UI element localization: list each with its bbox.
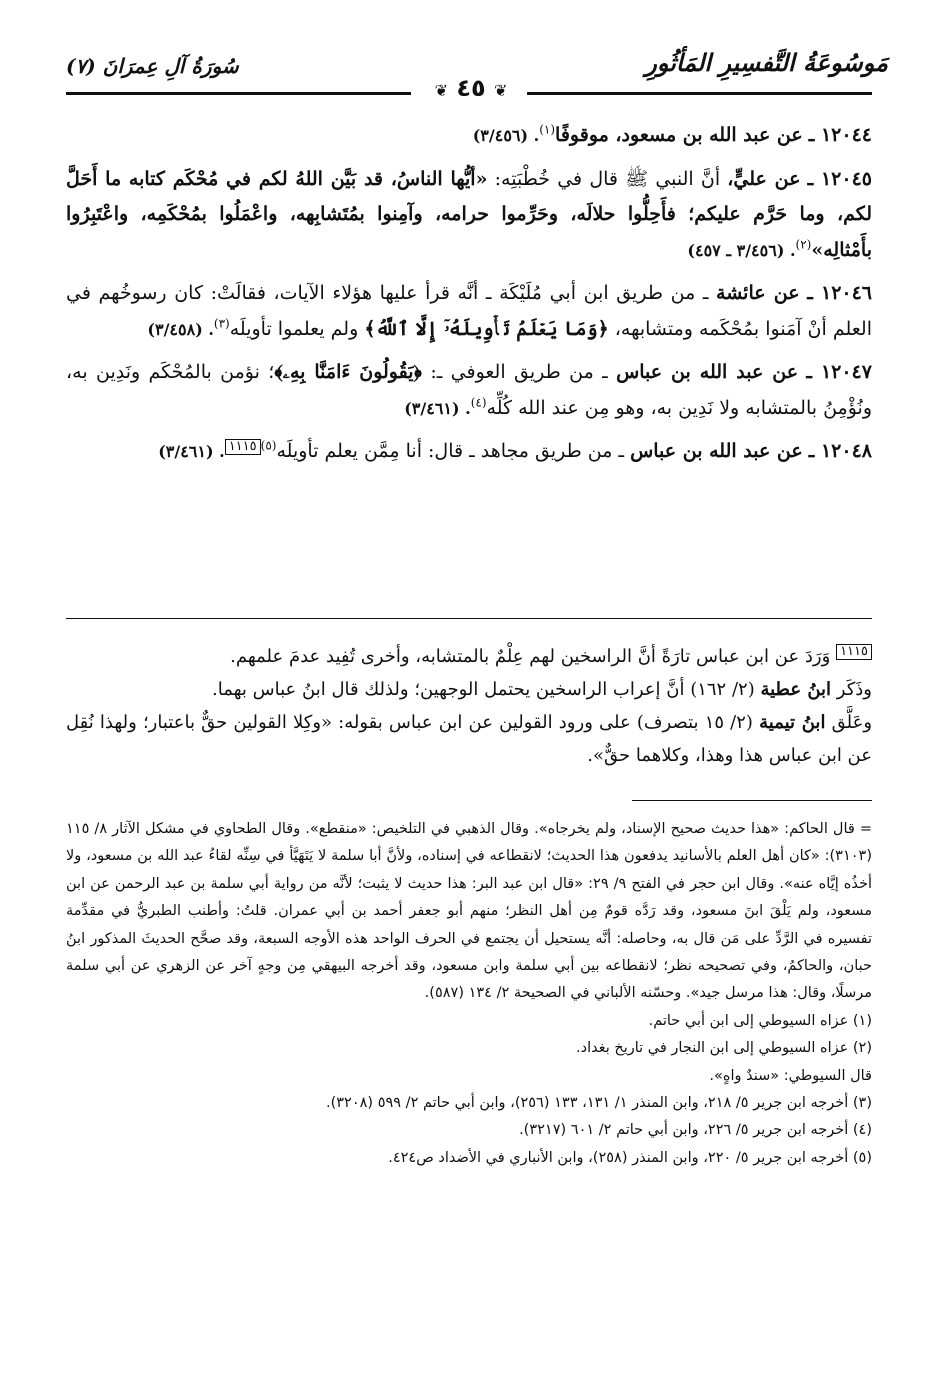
page-number: ٤٥ bbox=[456, 74, 486, 102]
commentary-text: وعَلَّق bbox=[831, 712, 873, 733]
quran-verse: ﴿يَقُولُونَ ءَامَنَّا بِهِۦ﴾ bbox=[274, 361, 422, 383]
entry-12047 bbox=[66, 355, 872, 426]
commentary-marker[interactable]: ١١١٥ bbox=[225, 439, 261, 455]
footnote-5: (٥) أخرجه ابن جرير ٥/ ٢٢٠، وابن المنذر (٢٥٨)، وابن الأنباري في الأضداد ص٤٢٤. bbox=[388, 1149, 872, 1166]
header-rule-left bbox=[66, 92, 411, 95]
scholar-name: ابنُ عطية bbox=[760, 679, 832, 700]
commentary-text: (٢/ ١٥ بتصرف) على ورود القولين عن ابن عباس بقوله: «وكِلا القولين حقٌّ باعتبار؛ ولهذا نُقِل عن ابن عباس هذا وهذا، وكلاهما حقٌّ». bbox=[66, 712, 872, 766]
source-name: عن عبد الله بن عباس bbox=[630, 440, 803, 462]
footnote-continued: = قال الحاكم: «هذا حديث صحيح الإسناد، ولم يخرجاه». وقال الذهبي في التلخيص: «منقطع». وقال الطحاوي في مشكل الآثار ٨/ ١١٥ (٣١٠٣): «كان أهل العلم بالأسانيد يدفعون هذا الحديث؛ لانقطاعه في إسناده، ولأنَّ أبا سلمة لا يَتَهَيَّأ في سِنِّه لقاءُ عبد الله بن مسعود، ولا أخذُه إيَّاه عنه». وقال ابن حجر في الفتح ٩/ ٢٩: «قال ابن عبد البر: هذا حديث لا يثبت؛ لأنَّه من رواية أبي سلمة بن عبد الرحمن عن ابن مسعود، ولم يَلْقَ ابنَ مسعود، وقد رَدَّه قومٌ مِن أهل النظر؛ منهم أبو جعفر أحمد بن أبي عمران. قلتُ: وأطنب الطبريُّ في مقدِّمة تفسيره في الرَّدِّ على مَن قال به، وحاصله: أنَّه يستحيل أن يجتمع في الحرف الواحد هذه الأوجه السبعة، وقد صحَّح الحديثَ المذكور ابنُ حبان، والحاكمُ، وفي تصحيحه نظر؛ لانقطاعه بين أبي سلمة وابن مسعود، وقد أخرجه البيهقي مِن وجهٍ آخر عن الزهري عن أبي سلمة مرسلًا، وقال: هذا مرسل جيد». وحسّنه الألباني في الصحيحة ٢/ ١٣٤ (٥٨٧). bbox=[66, 821, 872, 1002]
entry-number: ١٢٠٤٨ ـ bbox=[808, 440, 872, 462]
footnotes bbox=[66, 816, 872, 1172]
entry-number: ١٢٠٤٧ ـ bbox=[806, 361, 872, 383]
volume-reference: . (٣/٤٦١) bbox=[158, 442, 225, 461]
commentary-text: (٢/ ١٦٢) أنَّ إعراب الراسخين يحتمل الوجهين؛ ولذلك قال ابنُ عباس بهما. bbox=[212, 679, 755, 700]
footnote-1: (١) عزاه السيوطي إلى ابن أبي حاتم. bbox=[648, 1012, 872, 1029]
footnote-marker[interactable]: (٥) bbox=[260, 438, 277, 453]
header-rule-right bbox=[527, 92, 872, 95]
ornament-icon: ❦ bbox=[494, 81, 508, 100]
page bbox=[66, 48, 888, 1166]
commentary-text: وَرَدَ عن ابن عباس تارَةً أنَّ الراسخين لهم عِلْمٌ بالمتشابه، وأخرى تُفِيد عدمَ علمهم. bbox=[230, 646, 831, 667]
ornament-icon: ❦ bbox=[434, 81, 448, 100]
commentary-block bbox=[66, 640, 872, 772]
commentary-rule bbox=[66, 618, 872, 619]
surah-title: سُورَةُ آلِ عِمرَانَ (٧) bbox=[66, 54, 239, 78]
volume-reference: . (٣/٤٥٦ ـ ٤٥٧) bbox=[687, 240, 796, 260]
book-title: مَوسُوعَةُ التَّفسِيرِ المَأثُورِ bbox=[645, 48, 888, 77]
entry-text: أنَّ النبي ﷺ قال في خُطْبَتِه: bbox=[494, 167, 721, 190]
commentary-line-3 bbox=[66, 706, 872, 772]
footnote-marker[interactable]: (٤) bbox=[470, 395, 487, 410]
entry-12046 bbox=[66, 276, 872, 347]
commentary-text: وذَكَر bbox=[836, 679, 872, 700]
source-name: عن عليٍّ، bbox=[727, 167, 801, 190]
entry-text: ـ من طريق ابن أبي مُلَيْكَة ـ أنَّه قرأ عليها هؤلاء الآيات، فقالَتْ: كان رسوخُهم في العلم أنْ آمَنوا بمُحْكَمه ومتشابهه، bbox=[66, 282, 872, 340]
hadith-quote: «أيُّها الناسُ، قد بَيَّن اللهُ لكم في مُحْكَم كتابه ما أَحَلَّ لكم، وما حَرَّم عليكم؛ فأَحِلُّوا حلالَه، وحَرِّموا حرامه، وآمِنوا بمُتَشابِهه، واعْمَلُوا بمُحْكَمِه، واعْتَبِرُوا بأَمْثالِه» bbox=[66, 167, 872, 261]
entry-text: ـ من طريق العوفي ـ: bbox=[430, 361, 608, 383]
entry-number: ١٢٠٤٥ ـ bbox=[807, 167, 872, 190]
page-number-block bbox=[426, 74, 516, 102]
scholar-name: ابنُ تيمية bbox=[759, 712, 826, 733]
footnote-2: (٢) عزاه السيوطي إلى ابن النجار في تاريخ بغداد. bbox=[576, 1040, 872, 1057]
entry-text-cont: ولم يعلموا تأويلَه bbox=[229, 317, 359, 340]
hadith-entries bbox=[66, 118, 872, 470]
quran-verse: ﴿وَمَا يَعۡلَمُ تَأۡوِيلَهُۥٓ إِلَّا ٱللَّهُ﴾ bbox=[364, 317, 609, 340]
volume-reference: . (٣/٤٦١) bbox=[404, 398, 471, 418]
entry-12044 bbox=[66, 118, 872, 154]
page-header bbox=[66, 48, 888, 104]
volume-reference: . (٣/٤٥٨) bbox=[147, 319, 214, 339]
footnote-marker[interactable]: (١) bbox=[539, 122, 556, 137]
entry-text: عن عبد الله بن مسعود، موقوفًا bbox=[555, 124, 803, 146]
footnote-2-note: قال السيوطي: «سندٌ واهٍ». bbox=[709, 1067, 872, 1084]
entry-number: ١٢٠٤٦ ـ bbox=[807, 282, 873, 304]
footnote-3: (٣) أخرجه ابن جرير ٥/ ٢١٨، وابن المنذر ١/ ١٣١، ١٣٣ (٢٥٦)، وابن أبي حاتم ٢/ ٥٩٩ (٣٢٠٨). bbox=[325, 1095, 872, 1112]
volume-reference: . (٣/٤٥٦) bbox=[472, 126, 540, 145]
entry-12045 bbox=[66, 162, 872, 269]
entry-number: ١٢٠٤٤ ـ bbox=[808, 124, 872, 146]
entry-text-cont: ؛ نؤمن بالمُحْكَم ونَدِين به، ونُؤْمِنُ بالمتشابه ولا نَدِين به، وهو مِن عند الله كُلِّه bbox=[66, 361, 872, 419]
footnote-rule bbox=[632, 800, 872, 801]
source-name: عن عائشة bbox=[716, 282, 800, 304]
commentary-line-1 bbox=[66, 640, 872, 673]
entry-12048 bbox=[66, 434, 872, 470]
footnote-4: (٤) أخرجه ابن جرير ٥/ ٢٢٦، وابن أبي حاتم ٢/ ٦٠١ (٣٢١٧). bbox=[519, 1122, 872, 1139]
footnote-marker[interactable]: (٢) bbox=[795, 237, 812, 252]
source-name: عن عبد الله بن عباس bbox=[616, 361, 799, 383]
footnote-marker[interactable]: (٣) bbox=[213, 316, 230, 331]
commentary-line-2 bbox=[66, 673, 872, 706]
commentary-number: ١١١٥ bbox=[836, 644, 872, 660]
entry-text: ـ من طريق مجاهد ـ قال: أنا مِمَّن يعلم تأويلَه bbox=[276, 440, 625, 462]
